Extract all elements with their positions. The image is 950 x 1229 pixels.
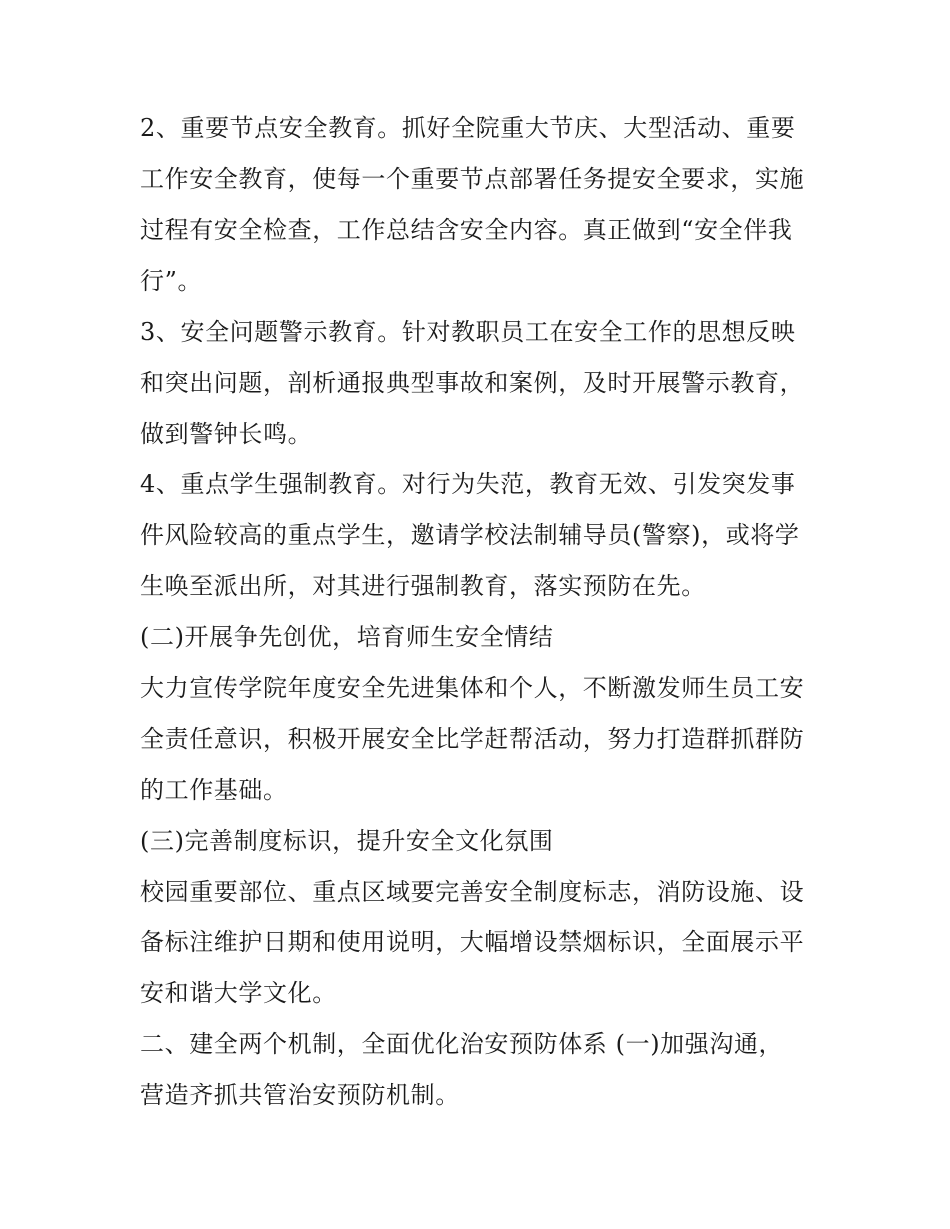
text-line-2: 工作安全教育，使每一个重要节点部署任务提安全要求，实施 (140, 165, 805, 193)
text-line-20: 营造齐抓共管治安预防机制。 (140, 1081, 460, 1109)
text-line-6: 和突出问题，剖析通报典型事故和案例，及时开展警示教育， (140, 369, 805, 397)
text-line-8: 4、重点学生强制教育。对行为失范，教育无效、引发突发事 (140, 470, 796, 498)
text-line-7: 做到警钟长鸣。 (140, 420, 313, 448)
text-line-13: 全责任意识，积极开展安全比学赶帮活动，努力打造群抓群防 (140, 725, 805, 753)
text-line-17: 备标注维护日期和使用说明，大幅增设禁烟标识，全面展示平 (140, 928, 805, 956)
text-line-12: 大力宣传学院年度安全先进集体和个人，不断激发师生员工安 (140, 674, 805, 702)
text-line-16: 校园重要部位、重点区域要完善安全制度标志，消防设施、设 (140, 878, 805, 906)
text-line-9: 件风险较高的重点学生，邀请学校法制辅导员(警察)，或将学 (140, 521, 800, 549)
text-line-4: 行”。 (140, 267, 203, 295)
text-line-10: 生唤至派出所，对其进行强制教育，落实预防在先。 (140, 572, 706, 600)
text-line-3: 过程有安全检查，工作总结含安全内容。真正做到“安全伴我 (140, 216, 793, 244)
text-line-5: 3、安全问题警示教育。针对教职员工在安全工作的思想反映 (140, 318, 796, 346)
text-line-1: 2、重要节点安全教育。抓好全院重大节庆、大型活动、重要 (140, 114, 796, 142)
section-heading-3: (三)完善制度标识，提升安全文化氛围 (140, 827, 554, 855)
text-line-14: 的工作基础。 (140, 776, 288, 804)
chapter-heading-2: 二、建全两个机制，全面优化治安预防体系 (一)加强沟通， (140, 1030, 784, 1058)
text-line-18: 安和谐大学文化。 (140, 979, 337, 1007)
section-heading-2: (二)开展争先创优，培育师生安全情结 (140, 623, 554, 651)
